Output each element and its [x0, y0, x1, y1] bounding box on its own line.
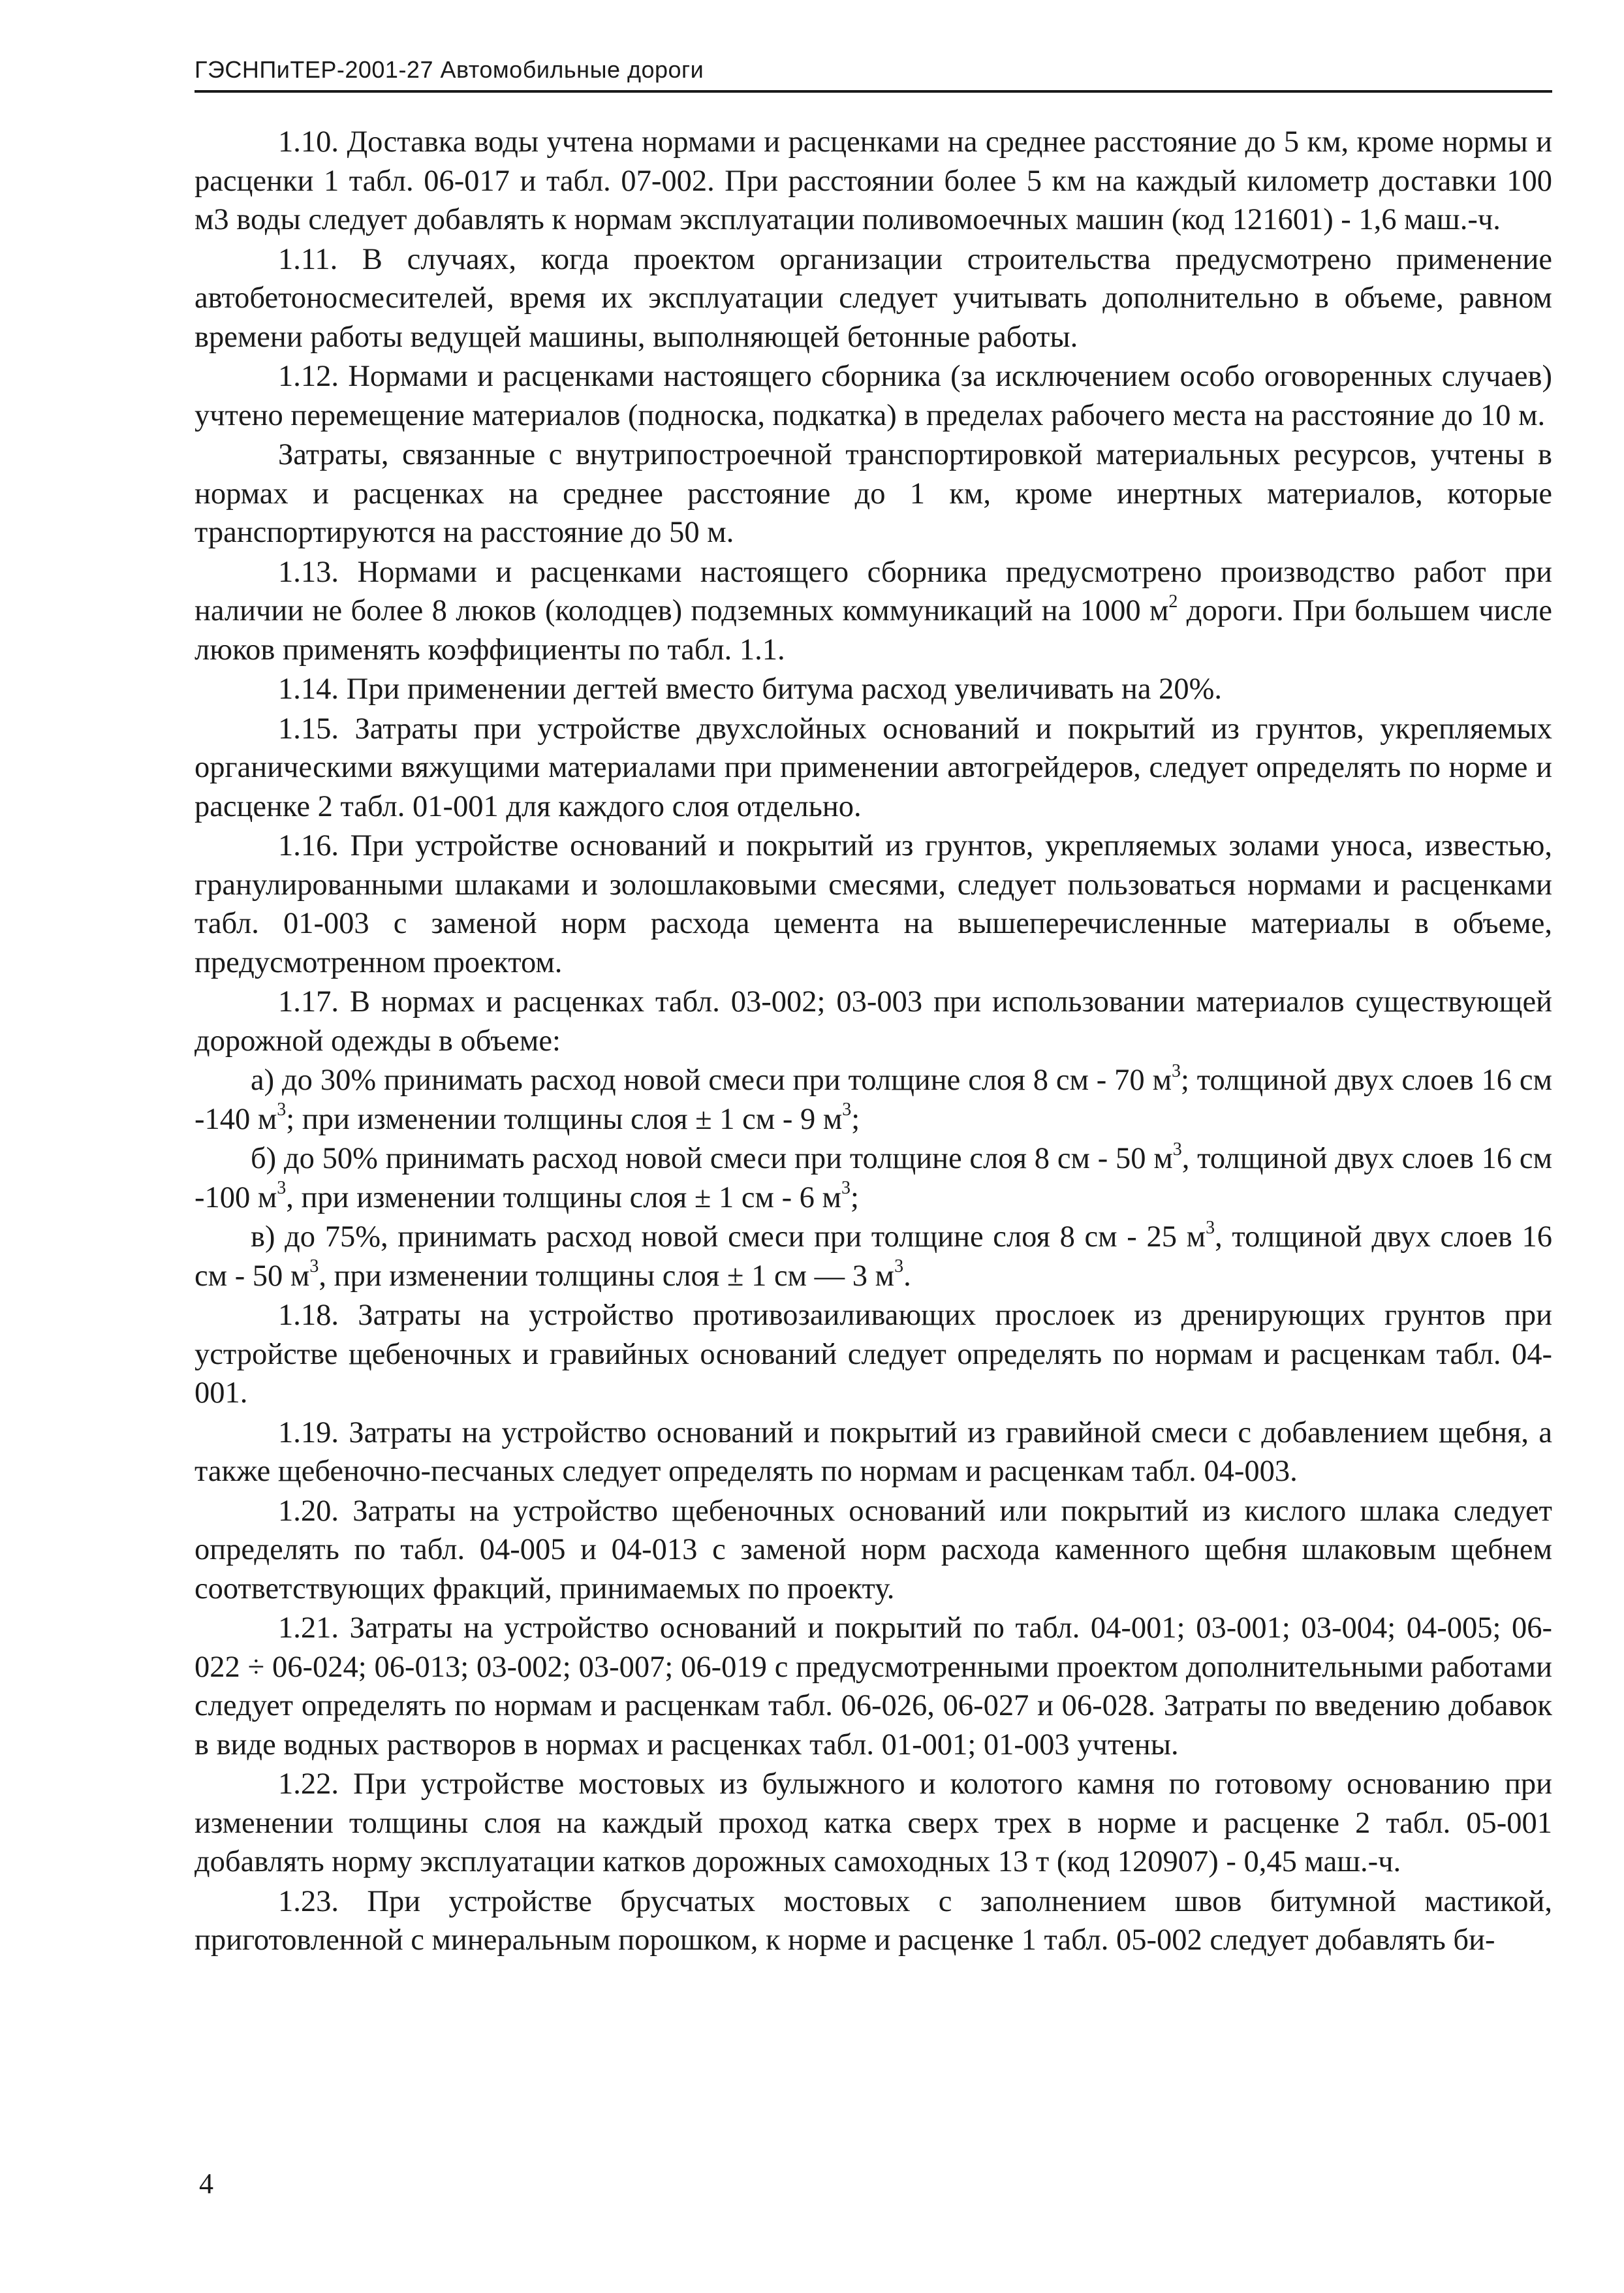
paragraph-1-23: 1.23. При устройстве брусчатых мостовых с заполнением швов битумной мастикой, приготовленной с минеральным порошком, к норме и расценке 1 табл. 05-002 следует добавлять би-: [195, 1884, 1552, 1957]
paragraph-1-17-b: б) до 50% принимать расход новой смеси при толщине слоя 8 см - 50 $м^3$, толщиной двух слоев 16 см -100 $м^3$, при изменении толщины слоя ± 1 см - 6 $м^3$;: [195, 1139, 1552, 1214]
paragraph-1-16: 1.16. При устройстве оснований и покрытий из грунтов, укрепляемых золами уноса, известью, гранулированными шлаками и золошлаковыми смесями, следует пользоваться нормами и расценками табл. 01-003 с заменой норм расхода цемента на вышеперечисленные материалы в объеме, предусмотренном проектом.: [195, 829, 1552, 979]
header-title: ГЭСНПиТЕР-2001-27 Автомобильные дороги: [195, 56, 704, 83]
paragraph-1-17-a: а) до 30% принимать расход новой смеси при толщине слоя 8 см - 70 $м^3$; толщиной двух слоев 16 см -140 $м^3$; при изменении толщины слоя ± 1 см - 9 $м^3$;: [195, 1060, 1552, 1136]
paragraph-1-17: 1.17. В нормах и расценках табл. 03-002; 03-003 при использовании материалов существующей дорожной одежды в объеме:: [195, 985, 1552, 1058]
page-number: 4: [199, 2168, 213, 2200]
paragraph-1-14: 1.14. При применении дегтей вместо битума расход увеличивать на 20%.: [278, 672, 1223, 706]
paragraph-1-19: 1.19. Затраты на устройство оснований и покрытий из гравийной смеси с добавлением щебня, а также щебеночно-песчаных следует определять по нормам и расценкам табл. 04-003.: [195, 1415, 1552, 1488]
paragraph-1-12-costs: Затраты, связанные с внутрипостроечной транспортировкой материальных ресурсов, учтены в нормах и расценках на среднее расстояние до 1 км, кроме инертных материалов, которые транспортируются на расстояние до 50 м.: [195, 438, 1552, 549]
document-body: [195, 123, 1552, 1961]
paragraph-1-22: 1.22. При устройстве мостовых из булыжного и колотого камня по готовому основанию при изменении толщины слоя на каждый проход катка сверх трех в норме и расценке 2 табл. 05-001 добавлять норму эксплуатации катков дорожных самоходных 13 т (код 120907) - 0,45 маш.-ч.: [195, 1767, 1552, 1878]
paragraph-1-17-c: в) до 75%, принимать расход новой смеси при толщине слоя 8 см - 25 $м^3$, толщиной двух слоев 16 см - 50 $м^3$, при изменении толщины слоя ± 1 см — 3 $м^3$.: [195, 1217, 1552, 1293]
paragraph-1-10: 1.10. Доставка воды учтена нормами и расценками на среднее расстояние до 5 км, кроме нормы и расценки 1 табл. 06-017 и табл. 07-002. При расстоянии более 5 км на каждый километр доставки 100 м3 воды следует добавлять к нормам эксплуатации поливомоечных машин (код 121601) - 1,6 маш.-ч.: [195, 125, 1552, 236]
paragraph-1-12: 1.12. Нормами и расценками настоящего сборника (за исключением особо оговоренных случаев) учтено перемещение материалов (подноска, подкатка) в пределах рабочего места на расстояние до 10 м.: [195, 360, 1552, 432]
paragraph-1-18: 1.18. Затраты на устройство противозаиливающих прослоек из дренирующих грунтов при устройстве щебеночных и гравийных оснований следует определять по нормам и расценкам табл. 04-001.: [195, 1299, 1552, 1410]
paragraph-1-21: 1.21. Затраты на устройство оснований и покрытий по табл. 04-001; 03-001; 03-004; 04-005; 06-022 ÷ 06-024; 06-013; 03-002; 03-007; 06-019 с предусмотренными проектом дополнительными работами следует определять по нормам и расценкам табл. 06-026, 06-027 и 06-028. Затраты по введению добавок в виде водных растворов в нормах и расценках табл. 01-001; 01-003 учтены.: [195, 1611, 1552, 1762]
paragraph-1-13: 1.13. Нормами и расценками настоящего сборника предусмотрено производство работ при наличии не более 8 люков (колодцев) подземных коммуникаций на 1000 $м^2$ дороги. При большем числе люков применять коэффициенты по табл. 1.1.: [195, 555, 1552, 667]
paragraph-1-11: 1.11. В случаях, когда проектом организации строительства предусмотрено применение автобетоносмесителей, время их эксплуатации следует учитывать дополнительно в объеме, равном времени работы ведущей машины, выполняющей бетонные работы.: [195, 242, 1552, 354]
page-header: [195, 44, 1552, 93]
paragraph-1-15: 1.15. Затраты при устройстве двухслойных оснований и покрытий из грунтов, укрепляемых органическими вяжущими материалами при применении автогрейдеров, следует определять по норме и расценке 2 табл. 01-001 для каждого слоя отдельно.: [195, 712, 1552, 823]
paragraph-1-20: 1.20. Затраты на устройство щебеночных оснований или покрытий из кислого шлака следует определять по табл. 04-005 и 04-013 с заменой норм расхода каменного щебня шлаковым щебнем соответствующих фракций, принимаемых по проекту.: [195, 1494, 1552, 1605]
